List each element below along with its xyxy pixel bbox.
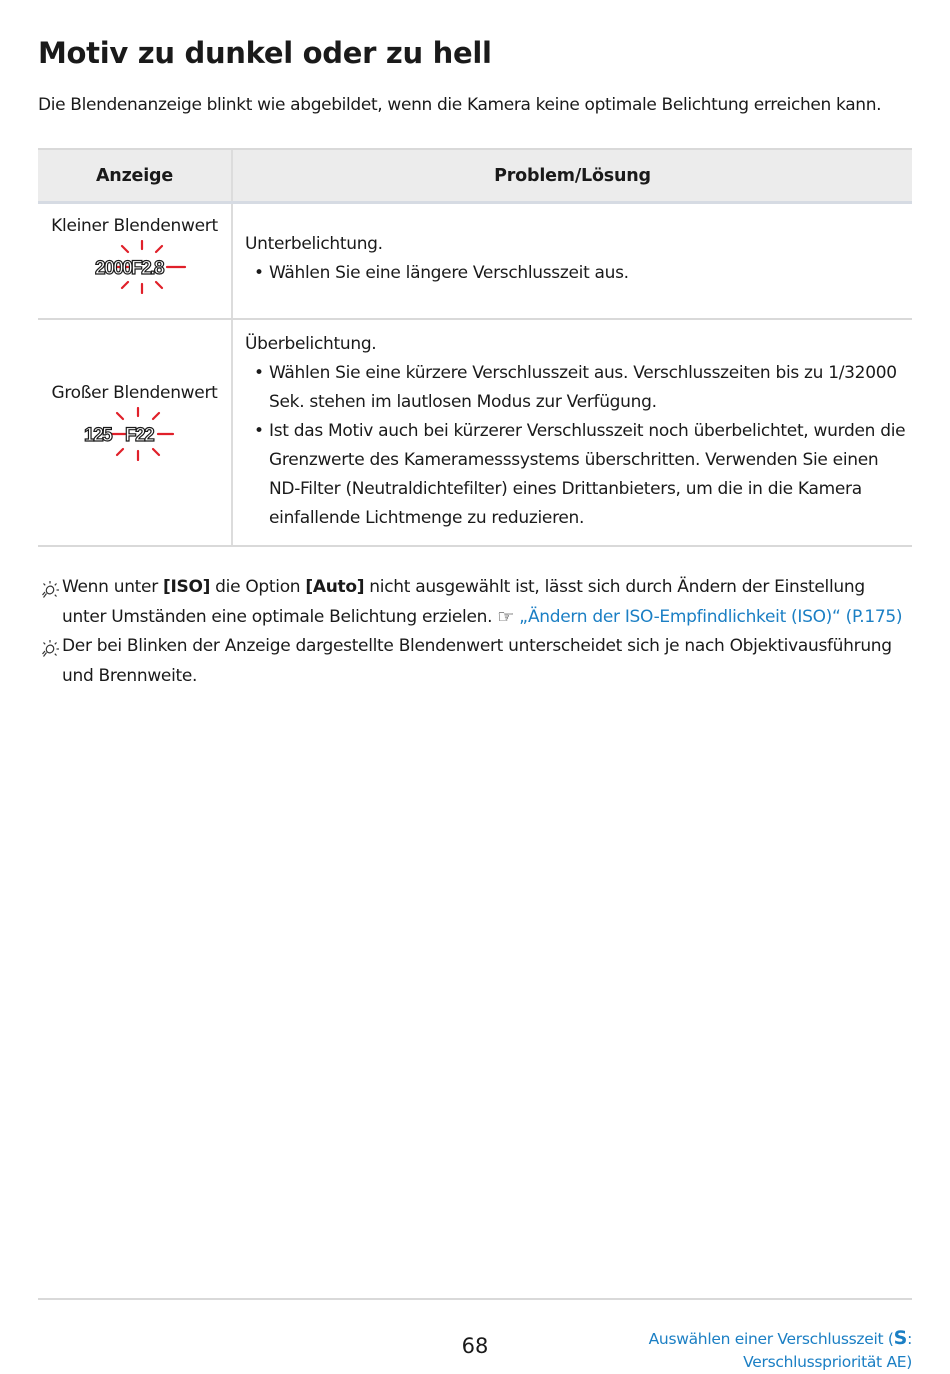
solution-cell	[233, 204, 912, 318]
list-item	[245, 417, 912, 533]
tip-text: nicht ausgewählt ist, lässt sich durch Ändern der Einstellung unter Umständen eine optimale Belichtung erzielen.	[62, 577, 865, 627]
header-problem-loesung: Problem/Lösung	[494, 165, 651, 186]
footer-divider	[38, 1298, 912, 1300]
header-anzeige: Anzeige	[38, 150, 233, 201]
iso-reference-link[interactable]: „Ändern der ISO-Empfindlichkeit (ISO)“ (P.175)	[519, 606, 903, 627]
tip-note	[38, 632, 912, 691]
blinking-aperture-display-icon	[75, 240, 195, 294]
tip-text: die Option	[210, 577, 306, 597]
tip-bulb-icon	[39, 638, 61, 660]
tip-bulb-icon	[39, 579, 61, 601]
intro-text: Die Blendenanzeige blinkt wie abgebildet, wenn die Kamera keine optimale Belichtung erreichen kann.	[38, 95, 882, 115]
table-row	[38, 204, 912, 320]
tip-text: Wenn unter	[62, 577, 163, 597]
tip-text: Der bei Blinken der Anzeige dargestellte Blendenwert unterscheidet sich je nach Objektivausführung und Brennweite.	[62, 636, 892, 686]
tip-note	[38, 573, 912, 632]
display-cell	[38, 204, 233, 318]
section-link-text[interactable]: Auswählen einer Verschlusszeit (	[648, 1330, 894, 1348]
table-header	[38, 148, 912, 204]
display-cell	[38, 320, 233, 545]
bullet-text: Wählen Sie eine längere Verschlusszeit aus.	[269, 263, 629, 283]
bullet-dot: •	[254, 421, 264, 441]
list-item	[245, 359, 912, 417]
aperture-value: F22	[124, 424, 153, 446]
section-link[interactable]	[649, 1327, 912, 1374]
bullet-text: Wählen Sie eine kürzere Verschlusszeit aus. Verschlusszeiten bis zu 1/32000 Sek. stehen im lautlosen Modus zur Verfügung.	[269, 363, 897, 412]
solution-cell	[233, 320, 912, 545]
problem-text: Unterbelichtung.	[245, 234, 383, 254]
row-label: Kleiner Blendenwert	[51, 216, 218, 236]
auto-option-label: [Auto]	[305, 577, 365, 597]
bullet-text: Ist das Motiv auch bei kürzerer Verschlusszeit noch überbelichtet, wurden die Grenzwerte des Kameramesssystems überschritten. Verwenden Sie einen ND-Filter (Neutraldichtefilter) eines Drittanbieters, um die in die Kamera einfallende Lichtmenge zu reduzieren.	[269, 421, 906, 528]
exposure-table	[38, 148, 912, 547]
shutter-value: 2000	[94, 258, 131, 279]
bullet-dot: •	[254, 263, 264, 283]
iso-menu-label: [ISO]	[163, 577, 211, 597]
tips-section	[38, 573, 912, 691]
blinking-aperture-display-icon	[75, 407, 195, 461]
page-number: 68	[461, 1334, 489, 1358]
page-title: Motiv zu dunkel oder zu hell	[38, 36, 492, 70]
bullet-dot: •	[254, 363, 264, 383]
row-label: Großer Blendenwert	[51, 382, 218, 403]
pointing-hand-icon: ☞	[497, 605, 515, 628]
table-row	[38, 320, 912, 547]
problem-text: Überbelichtung.	[245, 334, 377, 354]
section-link-colon: :	[907, 1330, 912, 1348]
aperture-value: F2.8	[130, 258, 163, 279]
shutter-value: 125	[83, 424, 111, 446]
list-item	[245, 259, 912, 288]
section-link-text[interactable]: Verschlusspriorität AE)	[743, 1353, 912, 1371]
shutter-mode-icon: S	[893, 1327, 908, 1349]
